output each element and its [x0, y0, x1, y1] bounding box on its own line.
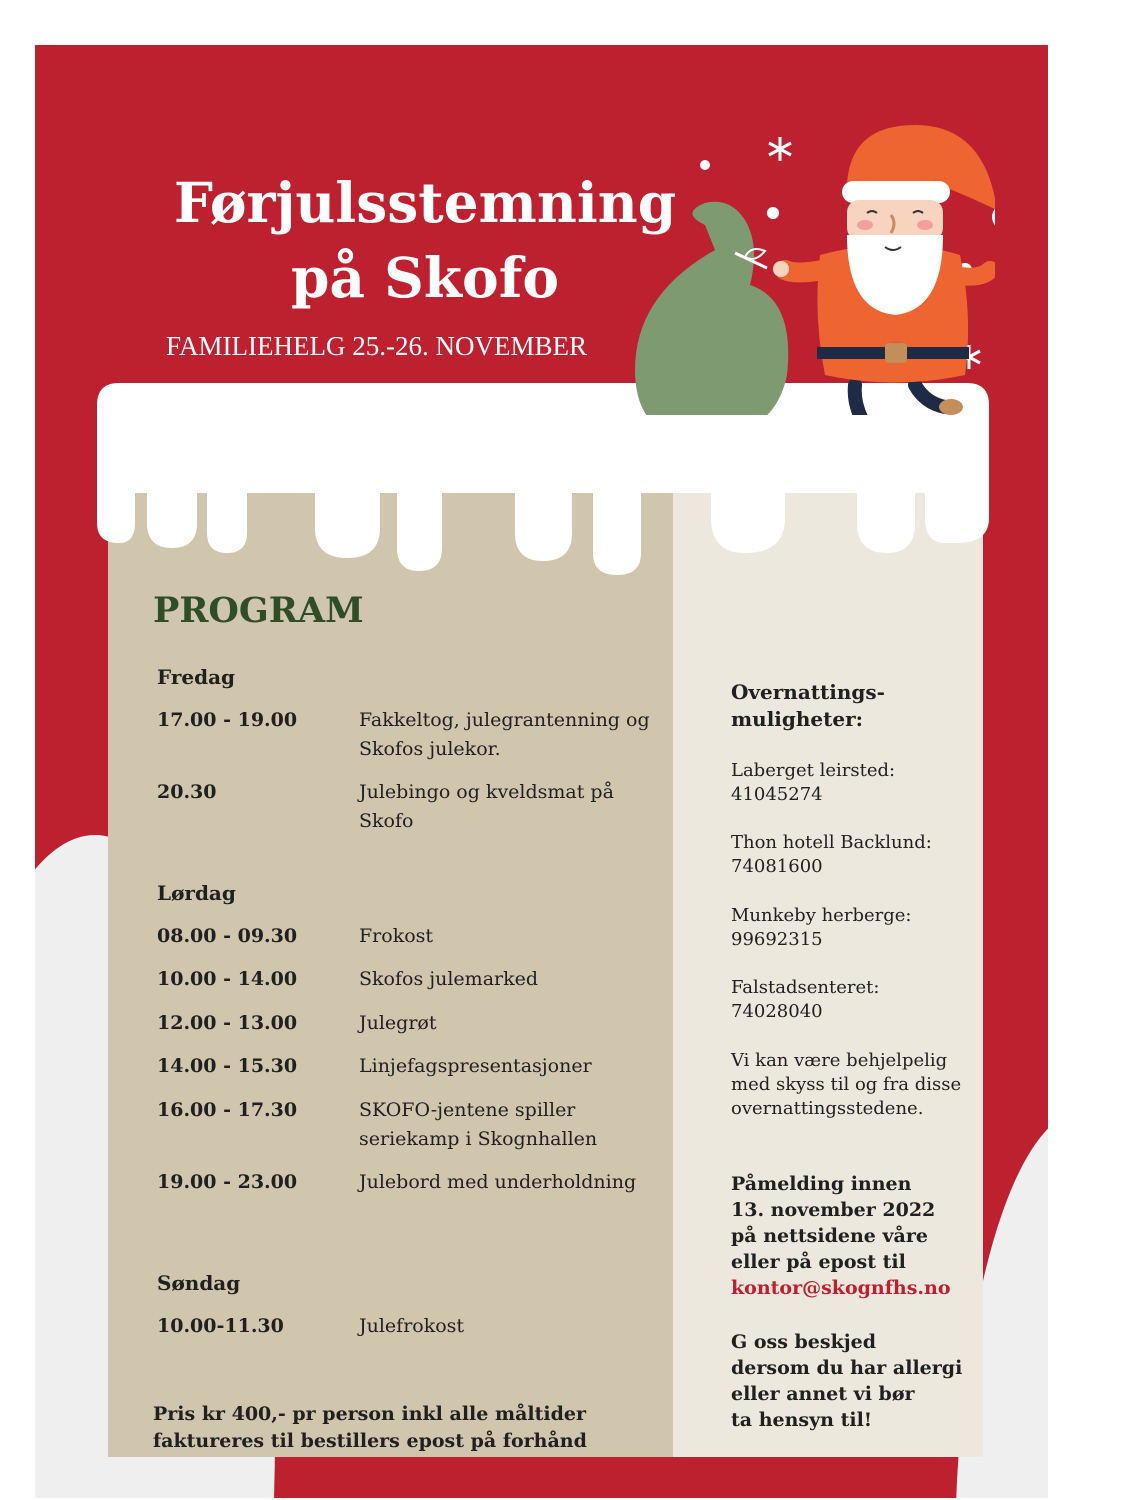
- lodging-heading-line: muligheter:: [731, 707, 864, 731]
- program-description: Skofos julemarked: [359, 968, 539, 990]
- santa-claus-illustration: [595, 85, 995, 415]
- lodging-phone: 74028040: [731, 1001, 823, 1022]
- info-panel: [673, 465, 983, 1457]
- lodging-name: Laberget leirsted:: [731, 760, 896, 781]
- transport-help-text: [731, 1049, 981, 1121]
- program-time: 14.00 - 15.30: [157, 1055, 298, 1077]
- program-time: 17.00 - 19.00: [157, 709, 298, 731]
- lodging-phone: 99692315: [731, 929, 823, 950]
- note-line: G oss beskjed: [731, 1331, 877, 1353]
- program-time: 19.00 - 23.00: [157, 1171, 298, 1193]
- lodging-item: [731, 759, 991, 807]
- signup-line: 13. november 2022: [731, 1199, 936, 1221]
- program-description: Julefrokost: [359, 1315, 465, 1337]
- program-description: Frokost: [359, 925, 434, 947]
- poster-title-line2: på Skofo: [290, 245, 560, 310]
- program-description: Fakkeltog, julegrantenning og Skofos julekor.: [359, 709, 650, 760]
- program-time: 10.00 - 14.00: [157, 968, 298, 990]
- lodging-item: [731, 976, 991, 1024]
- signup-line: på nettsidene våre: [731, 1225, 928, 1247]
- event-dates: FAMILIEHELG 25.-26. NOVEMBER: [166, 331, 587, 361]
- help-line: Vi kan være behjelpelig: [731, 1050, 948, 1071]
- help-line: med skyss til og fra disse: [731, 1074, 962, 1095]
- lodging-name: Falstadsenteret:: [731, 977, 880, 998]
- program-description: SKOFO-jentene spiller seriekamp i Skognhallen: [359, 1099, 598, 1150]
- signup-line: Påmelding innen: [731, 1173, 912, 1195]
- poster-title-line1: Førjulsstemning: [173, 170, 677, 235]
- lodging-item: [731, 831, 991, 879]
- day-label-saturday: Lørdag: [157, 881, 236, 905]
- lodging-heading: [731, 679, 981, 733]
- help-line: overnattingsstedene.: [731, 1098, 924, 1119]
- note-line: ta hensyn til!: [731, 1409, 873, 1431]
- program-heading: PROGRAM: [153, 590, 364, 631]
- allergy-note: [731, 1329, 969, 1433]
- program-time: 16.00 - 17.30: [157, 1099, 298, 1121]
- price-info: [153, 1401, 668, 1455]
- price-line: faktureres til bestillers epost på forhånd: [153, 1430, 587, 1452]
- program-time: 20.30: [157, 781, 217, 803]
- signup-line: eller på epost til: [731, 1251, 906, 1273]
- lodging-item: [731, 904, 991, 952]
- program-description: Linjefagspresentasjoner: [359, 1055, 592, 1077]
- program-description: Julebingo og kveldsmat på Skofo: [359, 781, 614, 832]
- lodging-phone: 41045274: [731, 784, 823, 805]
- email-link[interactable]: kontor@skognfhs.no: [731, 1277, 951, 1299]
- note-line: dersom du har allergi: [731, 1357, 963, 1379]
- program-time: 12.00 - 13.00: [157, 1012, 298, 1034]
- lodging-name: Munkeby herberge:: [731, 905, 912, 926]
- poster: [35, 45, 1048, 1498]
- lodging-name: Thon hotell Backlund:: [731, 832, 932, 853]
- program-description: Julegrøt: [359, 1012, 437, 1034]
- day-label-sunday: Søndag: [157, 1271, 241, 1295]
- program-description: Julebord med underholdning: [359, 1171, 637, 1193]
- note-line: eller annet vi bør: [731, 1383, 915, 1405]
- program-time: 08.00 - 09.30: [157, 925, 298, 947]
- lodging-heading-line: Overnattings-: [731, 680, 885, 704]
- lodging-phone: 74081600: [731, 856, 823, 877]
- program-time: 10.00-11.30: [157, 1315, 284, 1337]
- day-label-friday: Fredag: [157, 665, 236, 689]
- price-line: Pris kr 400,- pr person inkl alle måltider: [153, 1403, 586, 1425]
- signup-info: [731, 1171, 981, 1301]
